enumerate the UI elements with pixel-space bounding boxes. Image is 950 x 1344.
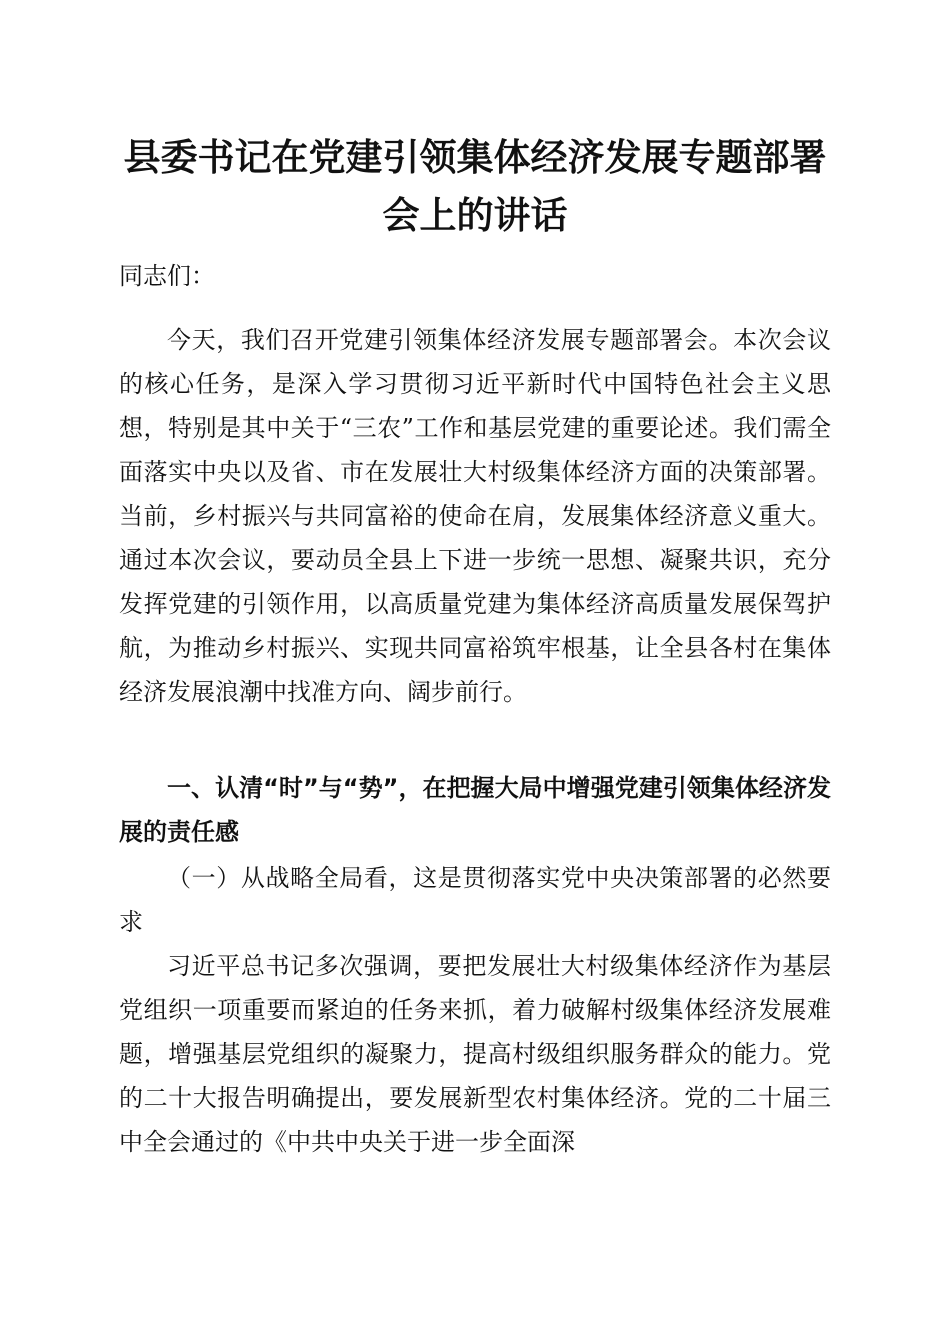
- document-title: 县委书记在党建引领集体经济发展专题部署会上的讲话: [123, 135, 827, 237]
- subsection-paragraph: 习近平总书记多次强调，要把发展壮大村级集体经济作为基层党组织一项重要而紧迫的任务来抓，着力破解村级集体经济发展难题，增强基层党组织的凝聚力，提高村级组织服务群众的能力。党的二十大报告明确提出，要发展新型农村集体经济。党的二十届三中全会通过的《中共中央关于进一步全面深: [119, 952, 831, 1156]
- salutation: 同志们：: [119, 262, 215, 290]
- subsection-heading: （一）从战略全局看，这是贯彻落实党中央决策部署的必然要求: [119, 864, 831, 936]
- section-heading: 一、认清“时”与“势”，在把握大局中增强党建引领集体经济发展的责任感: [119, 774, 831, 846]
- opening-paragraph: 今天，我们召开党建引领集体经济发展专题部署会。本次会议的核心任务，是深入学习贯彻习近平新时代中国特色社会主义思想，特别是其中关于“三农”工作和基层党建的重要论述。我们需全面落实中央以及省、市在发展壮大村级集体经济方面的决策部署。当前，乡村振兴与共同富裕的使命在肩，发展集体经济意义重大。通过本次会议，要动员全县上下进一步统一思想、凝聚共识，充分发挥党建的引领作用，以高质量党建为集体经济高质量发展保驾护航，为推动乡村振兴、实现共同富裕筑牢根基，让全县各村在集体经济发展浪潮中找准方向、阔步前行。: [119, 326, 831, 706]
